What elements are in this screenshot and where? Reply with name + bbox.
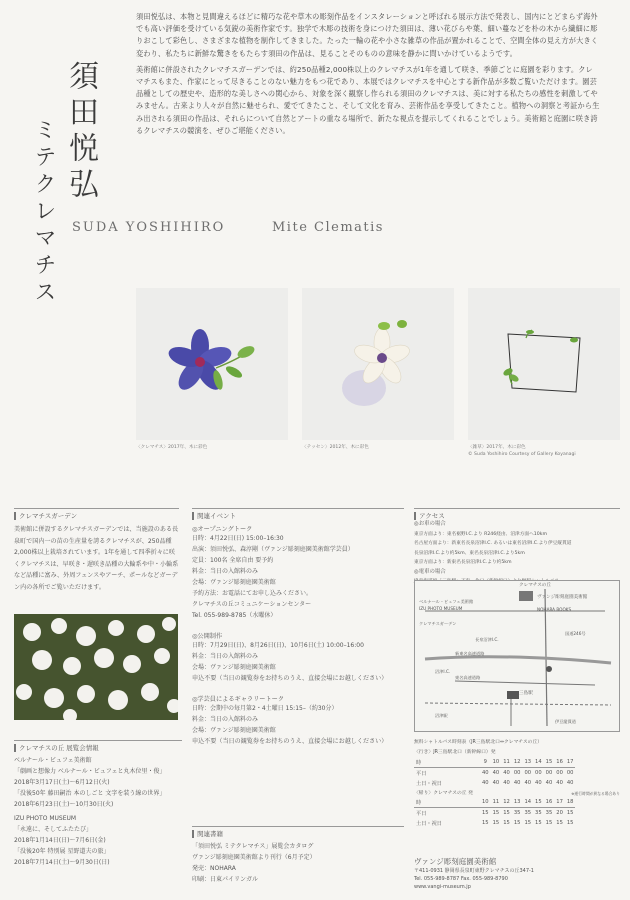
timetable-row bbox=[414, 808, 575, 819]
timetable-cell: 40 bbox=[492, 770, 500, 776]
access-map[interactable] bbox=[414, 580, 620, 732]
timetable-cell: 40 bbox=[524, 780, 532, 786]
car-title: ◎お車の場合 bbox=[414, 521, 446, 527]
related-museum-2: IZU PHOTO MUSEUM bbox=[14, 815, 77, 822]
timetable-cell: 00 bbox=[556, 770, 563, 776]
train-title: ◎電車の場合 bbox=[414, 568, 446, 575]
timetable-cell: 15 bbox=[545, 759, 553, 765]
timetable-row bbox=[414, 768, 575, 779]
garden-section bbox=[14, 508, 179, 593]
timetable-cell: 40 bbox=[503, 780, 510, 786]
timetable-cell: 15 bbox=[503, 820, 510, 826]
shuttle-timetable bbox=[414, 738, 620, 828]
related-line: 2018年7月14日(土)〜9月30日(日) bbox=[14, 859, 110, 866]
related-heading: クレマチスの丘 展覧会情報 bbox=[14, 740, 182, 752]
event-line: 申込不要（当日の観覧券をお持ちのうえ、直接会場にお越しください） bbox=[192, 738, 388, 745]
access-line: 東京方面より：新東名長泉沼津I.C.より約5km bbox=[414, 560, 512, 565]
opening-talk-title: ◎オープニングトーク bbox=[192, 526, 253, 533]
white-clematis-image bbox=[14, 614, 178, 720]
map-label: 新東名高速道路 bbox=[455, 651, 485, 656]
timetable-row-label: 時 bbox=[416, 759, 422, 766]
access-heading: アクセス bbox=[414, 508, 620, 520]
map-label: 伊豆縦貫道 bbox=[555, 719, 576, 724]
book-line: 印刷：日東パイリンガル bbox=[192, 876, 259, 883]
timetable-cell: 35 bbox=[524, 810, 532, 816]
artwork-photo-clematis bbox=[136, 288, 288, 440]
caption-weed: 〈雑草〉2017年、木に彩色 © Suda Yoshihiro Courtesy of Gallery Koyanagi bbox=[468, 445, 576, 457]
timetable-cell: 00 bbox=[524, 770, 532, 776]
museum-info bbox=[414, 856, 620, 891]
events-section bbox=[192, 508, 404, 747]
timetable-cell: 17 bbox=[566, 759, 574, 765]
event-line: 定員：100名 全席自由 要予約 bbox=[192, 557, 274, 564]
related-exhibitions bbox=[14, 740, 182, 868]
event-line: クレマチスの丘コミュニケーションセンター bbox=[192, 601, 312, 608]
related-line: 「没後20年 特別展 星野道夫の旅」 bbox=[14, 848, 110, 855]
museum-url[interactable]: www.vangi-museum.jp bbox=[414, 884, 471, 890]
timetable-back bbox=[414, 797, 575, 828]
timetable-row bbox=[414, 757, 575, 768]
map-label: 国道246号 bbox=[565, 631, 586, 636]
related-line: 「永遠に、そしてふたたび」 bbox=[14, 826, 93, 833]
map-label: 沼津I.C. bbox=[435, 669, 451, 674]
timetable-cell: 14 bbox=[524, 799, 532, 805]
timetable-cell: 00 bbox=[545, 770, 553, 776]
timetable-cell: 15 bbox=[556, 820, 563, 826]
event-line: 申込不要（当日の観覧券をお持ちのうえ、直接会場にお越しください） bbox=[192, 675, 388, 682]
timetable-cell: 14 bbox=[535, 759, 542, 765]
map-label: ベルナール・ビュフェ美術館 bbox=[419, 599, 474, 604]
event-line: 会場：ヴァンジ彫刻庭園美術館 bbox=[192, 579, 276, 586]
garden-photo bbox=[14, 614, 178, 720]
timetable-cell: 13 bbox=[524, 759, 532, 765]
timetable-cell: 15 bbox=[545, 820, 553, 826]
intro-paragraph-1: 須田悦弘は、本物と見間違えるほどに精巧な花や草木の彫刻作品をインスタレーションと呼ばれる展示方法で発表し、国内にとどまらず海外でも高い評価を受けている気鋭の美術作家です。独学で木彫の技術を身につけた須田は、薄い花びらや葉、細い蔓などを朴の木から繊細に彫りおこして彩色し、さまざまな植物を制作してきました。たった一輪の花や小さな雑草の作品が置かれることで、空間全体の見え方が大きく変わり、私たちに新鮮な驚きをもたらす須田の作品は、見ることそのものの意味を静かに問いかけているようです。 bbox=[136, 12, 599, 58]
tessen-image bbox=[302, 288, 454, 440]
museum-name: ヴァンジ彫刻庭園美術館 bbox=[414, 857, 497, 866]
timetable-cell: 15 bbox=[492, 810, 500, 816]
event-line: 会場：ヴァンジ彫刻庭園美術館 bbox=[192, 727, 276, 734]
related-line: 2018年6月23日(土)〜10月30日(火) bbox=[14, 801, 114, 808]
event-line: 料金：当日の入館料のみ bbox=[192, 568, 259, 575]
garden-heading: クレマチスガーデン bbox=[14, 508, 179, 520]
timetable-row bbox=[414, 778, 575, 788]
map-label: クレマチスの丘 bbox=[519, 583, 551, 588]
artwork-photo-weed bbox=[468, 288, 620, 440]
timetable-cell: 40 bbox=[492, 780, 500, 786]
timetable-cell: 00 bbox=[535, 770, 542, 776]
english-artist: SUDA YOSHIHIRO bbox=[72, 220, 226, 235]
timetable-cell: 40 bbox=[556, 780, 563, 786]
timetable-cell: 18 bbox=[566, 799, 574, 805]
timetable-out-title: 〈行き〉JR三島駅北口（新幹線口）発 bbox=[414, 749, 496, 755]
timetable-row bbox=[414, 818, 575, 828]
map-label: ヴァンジ彫刻庭園美術館 bbox=[537, 595, 588, 600]
timetable-cell: 40 bbox=[503, 770, 510, 776]
book-line: 「須田悦弘 ミテクレマチス」展覧会カタログ bbox=[192, 843, 314, 850]
books-heading: 関連書籍 bbox=[192, 826, 404, 838]
events-heading: 関連イベント bbox=[192, 508, 404, 520]
map-label: クレマチスガーデン bbox=[419, 621, 457, 626]
books-section bbox=[192, 826, 404, 885]
exhibition-title: ミテクレマチス bbox=[31, 118, 56, 307]
timetable-heading: 無料シャトルバス時刻表（JR三島駅北口⇔クレマチスの丘） bbox=[414, 740, 543, 745]
timetable-cell: 40 bbox=[513, 780, 521, 786]
museum-address: 〒411-0931 静岡県長泉町東野クレマチスの丘347-1 bbox=[414, 868, 534, 874]
timetable-cell: 15 bbox=[482, 810, 489, 816]
timetable-cell: 40 bbox=[482, 770, 489, 776]
timetable-back-title: 〈帰り〉クレマチスの丘 発 bbox=[414, 791, 473, 796]
event-line: 料金：当日の入館料のみ bbox=[192, 653, 259, 660]
english-exhibition: Mite Clematis bbox=[272, 220, 384, 235]
timetable-cell: 00 bbox=[566, 770, 574, 776]
related-line: 「没後50年 藤田嗣治 本のしごと 文字を装う線の世界」 bbox=[14, 790, 166, 797]
timetable-row-label: 土日・祝日 bbox=[416, 780, 442, 787]
timetable-cell: 00 bbox=[513, 770, 521, 776]
timetable-cell: 15 bbox=[492, 820, 500, 826]
timetable-cell: 20 bbox=[556, 810, 563, 816]
timetable-cell: 40 bbox=[566, 780, 574, 786]
timetable-cell: 15 bbox=[535, 820, 542, 826]
access-line: 長泉沼津I.C.より約5km、東名長泉沼津I.C.より5km bbox=[414, 550, 525, 556]
timetable-cell: 12 bbox=[503, 799, 510, 805]
map-label: 沼津駅 bbox=[435, 713, 448, 718]
timetable-row-label: 平日 bbox=[416, 770, 427, 777]
event-line: 料金：当日の入館料のみ bbox=[192, 716, 259, 723]
timetable-cell: 10 bbox=[492, 759, 500, 765]
timetable-cell: 15 bbox=[503, 810, 510, 816]
timetable-cell: 9 bbox=[483, 759, 487, 765]
caption-clematis: 〈クレマチス〉2017年、木に彩色 bbox=[136, 445, 208, 450]
weed-image bbox=[468, 288, 620, 440]
timetable-cell: 35 bbox=[535, 810, 542, 816]
timetable-row bbox=[414, 797, 575, 808]
timetable-row-label: 土日・祝日 bbox=[416, 820, 442, 827]
clematis-image bbox=[136, 288, 288, 440]
timetable-cell: 15 bbox=[482, 820, 489, 826]
museum-phone: Tel. 055-989-8787 Fax. 055-989-8790 bbox=[414, 876, 508, 882]
map-label: NOHARA BOOKS bbox=[537, 607, 572, 612]
related-line: 「劇画と想像力 ベルナール・ビュフェと丸木位里・俊」 bbox=[14, 768, 166, 775]
timetable-cell: 10 bbox=[482, 799, 489, 805]
related-line: 2018年3月17日(土)〜6月12日(火) bbox=[14, 779, 110, 786]
timetable-out bbox=[414, 757, 575, 788]
access-line: 東京方面より：東名裾野I.C.より R246経由、沼津方面へ10km bbox=[414, 531, 548, 537]
timetable-note: ※運行時間が異なる場合あり bbox=[571, 791, 620, 796]
map-label: IZU PHOTO MUSEUM bbox=[419, 606, 463, 611]
timetable-cell: 16 bbox=[545, 799, 553, 805]
timetable-cell: 15 bbox=[566, 810, 574, 816]
timetable-cell: 12 bbox=[513, 759, 521, 765]
book-line: ヴァンジ彫刻庭園美術館より刊行（6月予定） bbox=[192, 854, 316, 861]
timetable-cell: 17 bbox=[556, 799, 563, 805]
timetable-cell: 35 bbox=[513, 810, 521, 816]
event-line: 日時：会期中の毎月第2・4土曜日 15:15–（約30分） bbox=[192, 705, 338, 712]
production-title: ◎公開制作 bbox=[192, 633, 223, 640]
timetable-cell: 15 bbox=[513, 820, 521, 826]
gallery-talk-title: ◎学芸員によるギャラリートーク bbox=[192, 696, 285, 703]
access-line: 名古屋方面より：新東名長泉沼津I.C. あるいは東名沼津I.C.より伊豆縦貫道 bbox=[414, 541, 572, 546]
event-line: 会場：ヴァンジ彫刻庭園美術館 bbox=[192, 664, 276, 671]
map-label: 三島駅 bbox=[519, 691, 533, 696]
intro-text bbox=[136, 11, 600, 141]
timetable-cell: 35 bbox=[545, 810, 553, 816]
timetable-row-label: 時 bbox=[416, 799, 422, 806]
timetable-cell: 15 bbox=[524, 820, 532, 826]
map-label: 長泉沼津I.C. bbox=[475, 637, 499, 642]
artist-name: 須田悦弘 bbox=[63, 60, 98, 204]
timetable-cell: 15 bbox=[566, 820, 574, 826]
intro-paragraph-2: 美術館に併設されたクレマチスガーデンでは、約250品種2,000株以上のクレマチスが1年を通して咲き、季節ごとに庭園を彩ります。クレマチスもまた、作家にとって尽きることのない魅力をもつ花であり、本展ではクレマチスを中心とする新作品が多数ご覧いただけます。園芸品種としての歴史や、造形的な美しさへの関心から、対象を深く観察し作られる須田のクレマチスは、美に対する私たちの感性を刺激してやみません。古来より人々が自然に魅せられ、愛でてきたこと、そして文化を育み、芸術作品を享受してきたこと。植物への洞察と考証から生み出される須田の作品は、それらについて自然とアートの重なる場所で、新たな視点を提示してくれることでしょう。美術館と庭園に咲き誇るクレマチスの競演を、ぜひご堪能ください。 bbox=[136, 64, 600, 135]
timetable-cell: 13 bbox=[513, 799, 521, 805]
book-line: 発売：NOHARA bbox=[192, 865, 236, 872]
event-line: 日時：7月29日(日)、8月26日(日)、10月6日(土) 10:00–16:00 bbox=[192, 642, 364, 649]
timetable-cell: 11 bbox=[492, 799, 500, 805]
timetable-row-label: 平日 bbox=[416, 810, 427, 817]
timetable-cell: 40 bbox=[545, 780, 553, 786]
timetable-cell: 16 bbox=[556, 759, 563, 765]
garden-text: 美術館に併設するクレマチスガーデンでは、当施設のある長泉町で国内一の苗の生産量を誇るクレマチスが、250品種2,000株以上栽培されています。1年を通して四季折々に咲くクレマチスは、早咲き・遅咲き品種の大輪系や中・小輪系など品種に富み、外周フェンスやアーチ、ポールなどガーデン内の各所でご覧いただけます。 bbox=[14, 526, 179, 591]
timetable-cell: 15 bbox=[535, 799, 542, 805]
event-line: 出演：須田悦弘、森淳剛（ヴァンジ彫刻庭園美術館学芸員） bbox=[192, 546, 354, 553]
event-line: 予約方法：お電話にてお申し込みください。 bbox=[192, 590, 313, 597]
map-label: 東名高速道路 bbox=[455, 675, 481, 680]
timetable-cell: 40 bbox=[482, 780, 489, 786]
artwork-photo-tessen bbox=[302, 288, 454, 440]
caption-tessen: 〈テッセン〉2012年、木に彩色 bbox=[302, 445, 369, 450]
timetable-cell: 11 bbox=[503, 759, 510, 765]
related-museum-1: ベルナール・ビュフェ美術館 bbox=[14, 757, 92, 764]
event-line: 日時：4月22日(日) 15:00–16:30 bbox=[192, 535, 284, 542]
timetable-cell: 40 bbox=[535, 780, 542, 786]
related-line: 2018年1月14日(日)〜7月6日(金) bbox=[14, 837, 106, 844]
event-phone: Tel. 055-989-8785（水曜休） bbox=[192, 612, 277, 619]
